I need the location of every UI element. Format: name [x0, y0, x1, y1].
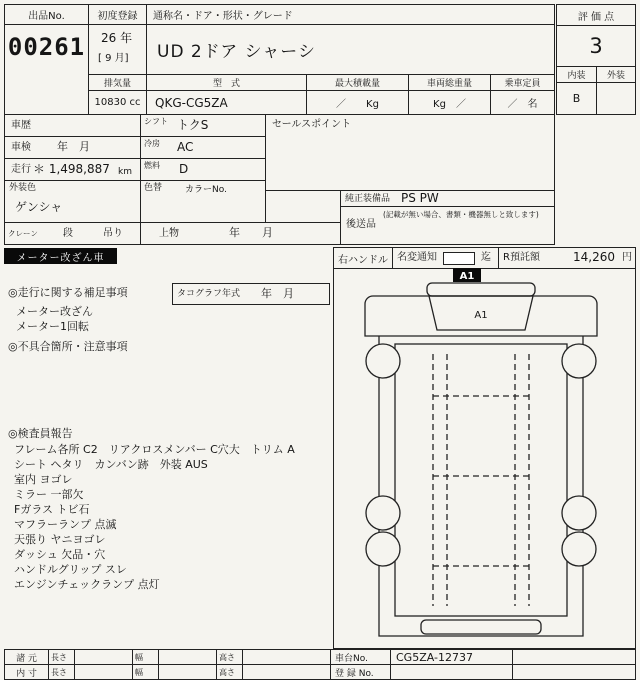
exterior-header: 外装 — [596, 66, 636, 83]
rear-bumper — [421, 620, 541, 634]
defects-title: ◎不具合箇所・注意事項 — [8, 340, 128, 353]
capacity-header: 乗車定員 — [490, 74, 555, 91]
crane-label: クレーン — [8, 229, 38, 238]
mileage-value: ＊ 1,498,887 — [33, 162, 110, 176]
height-label: 高さ — [219, 668, 235, 677]
lot-no-header — [4, 4, 89, 25]
empty-cell — [74, 649, 133, 665]
score-value: 3 — [556, 25, 636, 67]
crane-hang: 吊り — [103, 228, 123, 239]
deck-outline — [395, 344, 567, 616]
deposit-label: R預託額 — [503, 252, 540, 263]
front-right-wheel — [562, 344, 596, 378]
shift-row — [140, 114, 266, 137]
gross-weight-value: Kg ／ — [408, 90, 491, 115]
tachograph-value: 年 月 — [261, 287, 294, 300]
color-no-label: カラーNo. — [185, 185, 227, 195]
report-line: ハンドルグリップ スレ — [14, 563, 127, 576]
handle-cell: 右ハンドル — [333, 247, 393, 269]
chassis-no-value: CG5ZA-12737 — [390, 649, 513, 665]
first-reg-month: [ 9 月] — [98, 53, 129, 64]
until-label: 迄 — [481, 252, 491, 263]
meter-tamper-badge: メーター改ざん車 — [4, 248, 117, 264]
exterior-color-cell — [4, 180, 141, 223]
front-left-wheel — [366, 344, 400, 378]
body-value: 年 月 — [229, 226, 273, 239]
report-line: Fガラス トビ石 — [14, 503, 90, 516]
first-reg-header: 初度登録 — [88, 4, 147, 25]
inner-dims-label: 内 寸 — [4, 664, 49, 680]
empty-cell — [512, 664, 636, 680]
frame-rails — [433, 354, 529, 606]
wheels — [366, 344, 596, 566]
width-label: 幅 — [135, 653, 143, 662]
score-header: 評 価 点 — [556, 4, 636, 26]
mileage-unit: km — [118, 167, 132, 177]
shift-label: シフト — [144, 117, 168, 126]
reg-no-value — [390, 664, 513, 680]
length-label: 長さ — [51, 653, 67, 662]
report-line: 室内 ヨゴレ — [14, 473, 73, 486]
empty-cell — [512, 649, 636, 665]
report-line: フレーム各所 C2 リアクロスメンバー C穴大 トリム A — [14, 443, 295, 456]
color-change-label: 色替 — [144, 183, 163, 193]
empty-cell — [265, 190, 341, 223]
truck-outline — [365, 283, 597, 636]
first-reg-cell — [88, 24, 147, 75]
diagram-front-mark: A1 — [459, 271, 475, 282]
rear-right-wheel-1 — [562, 496, 596, 530]
interior-header: 内装 — [556, 66, 597, 83]
deposit-value: 14,260 — [573, 250, 615, 264]
inspection-value: 年 月 — [57, 140, 90, 153]
rear-right-wheel-2 — [562, 532, 596, 566]
history-row — [4, 114, 141, 137]
rear-left-wheel-2 — [366, 532, 400, 566]
fuel-row — [140, 158, 266, 181]
model-name-value: UD 2ドア シャーシ — [146, 24, 555, 75]
exterior-color-label: 外装色 — [9, 183, 37, 193]
max-load-value: ／ Kg — [306, 90, 409, 115]
height-label: 高さ — [219, 653, 235, 662]
equipment-label: 純正装備品 — [345, 194, 391, 204]
shift-value: トクS — [177, 118, 209, 132]
chassis-no-label: 車台No. — [330, 649, 391, 665]
tachograph-cell — [172, 283, 330, 305]
capacity-value: ／ 名 — [490, 90, 555, 115]
lot-no-label: 出品No. — [28, 11, 65, 22]
exterior-color-value: ゲンシャ — [15, 200, 63, 214]
history-label: 車歴 — [11, 120, 31, 131]
rear-left-wheel-1 — [366, 496, 400, 530]
length-header — [48, 649, 75, 665]
width-header — [132, 649, 159, 665]
max-load-header: 最大積載量 — [306, 74, 409, 91]
deposit-unit: 円 — [622, 252, 632, 263]
equipment-row — [340, 190, 555, 207]
height-header — [216, 649, 243, 665]
report-line: ミラー 一部欠 — [14, 488, 84, 501]
vehicle-diagram — [337, 266, 637, 648]
length-label: 長さ — [51, 668, 67, 677]
empty-cell — [242, 664, 331, 680]
body-row — [140, 222, 341, 245]
empty-cell — [74, 664, 133, 680]
empty-cell — [158, 649, 217, 665]
report-line: シート ヘタリ カンバン跡 外装 AUS — [14, 458, 208, 471]
inspection-label: 車検 — [11, 142, 31, 153]
inspector-report-title: ◎検査員報告 — [8, 427, 73, 440]
body-label: 上物 — [159, 228, 179, 239]
color-change-cell — [140, 180, 266, 223]
displacement-header: 排気量 — [88, 74, 147, 91]
equipment-value: PS PW — [401, 191, 439, 205]
chassis-outline — [379, 336, 583, 636]
later-shipment-row — [340, 206, 555, 245]
mileage-note-item: メーター1回転 — [16, 320, 89, 333]
mileage-label: 走行 — [11, 164, 31, 175]
interior-grade: B — [556, 82, 597, 115]
name-change-label: 名変通知 — [397, 252, 437, 263]
width-header — [132, 664, 159, 680]
tachograph-label: タコグラフ年式 — [177, 289, 241, 299]
empty-cell — [242, 649, 331, 665]
aircon-value: AC — [177, 140, 194, 154]
exterior-grade — [596, 82, 636, 115]
sales-point-cell — [265, 114, 555, 191]
front-bumper — [427, 283, 535, 296]
later-shipment-label: 後送品 — [346, 219, 376, 230]
later-shipment-note: (記載が無い場合、書類・機器無しと致します) — [383, 210, 539, 219]
height-header — [216, 664, 243, 680]
name-change-blank-box — [443, 252, 475, 265]
report-line: 天張り ヤニヨゴレ — [14, 533, 106, 546]
model-name-header: 通称名・ドア・形状・グレード — [146, 4, 555, 25]
crane-step: 段 — [63, 228, 73, 239]
dims-label: 諸 元 — [4, 649, 49, 665]
length-header — [48, 664, 75, 680]
model-code-value: QKG-CG5ZA — [146, 90, 307, 115]
mileage-note-item: メーター改ざん — [16, 305, 93, 318]
report-line: マフラーランプ 点滅 — [14, 518, 117, 531]
first-reg-year: 26 年 — [101, 31, 133, 45]
empty-cell — [158, 664, 217, 680]
displacement-value: 10830 cc — [88, 90, 147, 115]
report-line: エンジンチェックランプ 点灯 — [14, 578, 160, 591]
fuel-value: D — [179, 162, 189, 176]
fuel-label: 燃料 — [144, 161, 160, 170]
diagram-windshield-mark: A1 — [474, 310, 488, 321]
model-code-header: 型 式 — [146, 74, 307, 91]
width-label: 幅 — [135, 668, 143, 677]
sales-point-label: セールスポイント — [272, 119, 352, 130]
crane-row — [4, 222, 141, 245]
mileage-notes-title: ◎走行に関する補足事項 — [8, 286, 128, 299]
lot-no-value: 00261 — [4, 24, 89, 115]
gross-weight-header: 車両総重量 — [408, 74, 491, 91]
mileage-row — [4, 158, 141, 181]
reg-no-label: 登 録 No. — [330, 664, 391, 680]
aircon-row — [140, 136, 266, 159]
report-line: ダッシュ 欠品・穴 — [14, 548, 106, 561]
aircon-label: 冷房 — [144, 139, 160, 148]
inspection-row — [4, 136, 141, 159]
